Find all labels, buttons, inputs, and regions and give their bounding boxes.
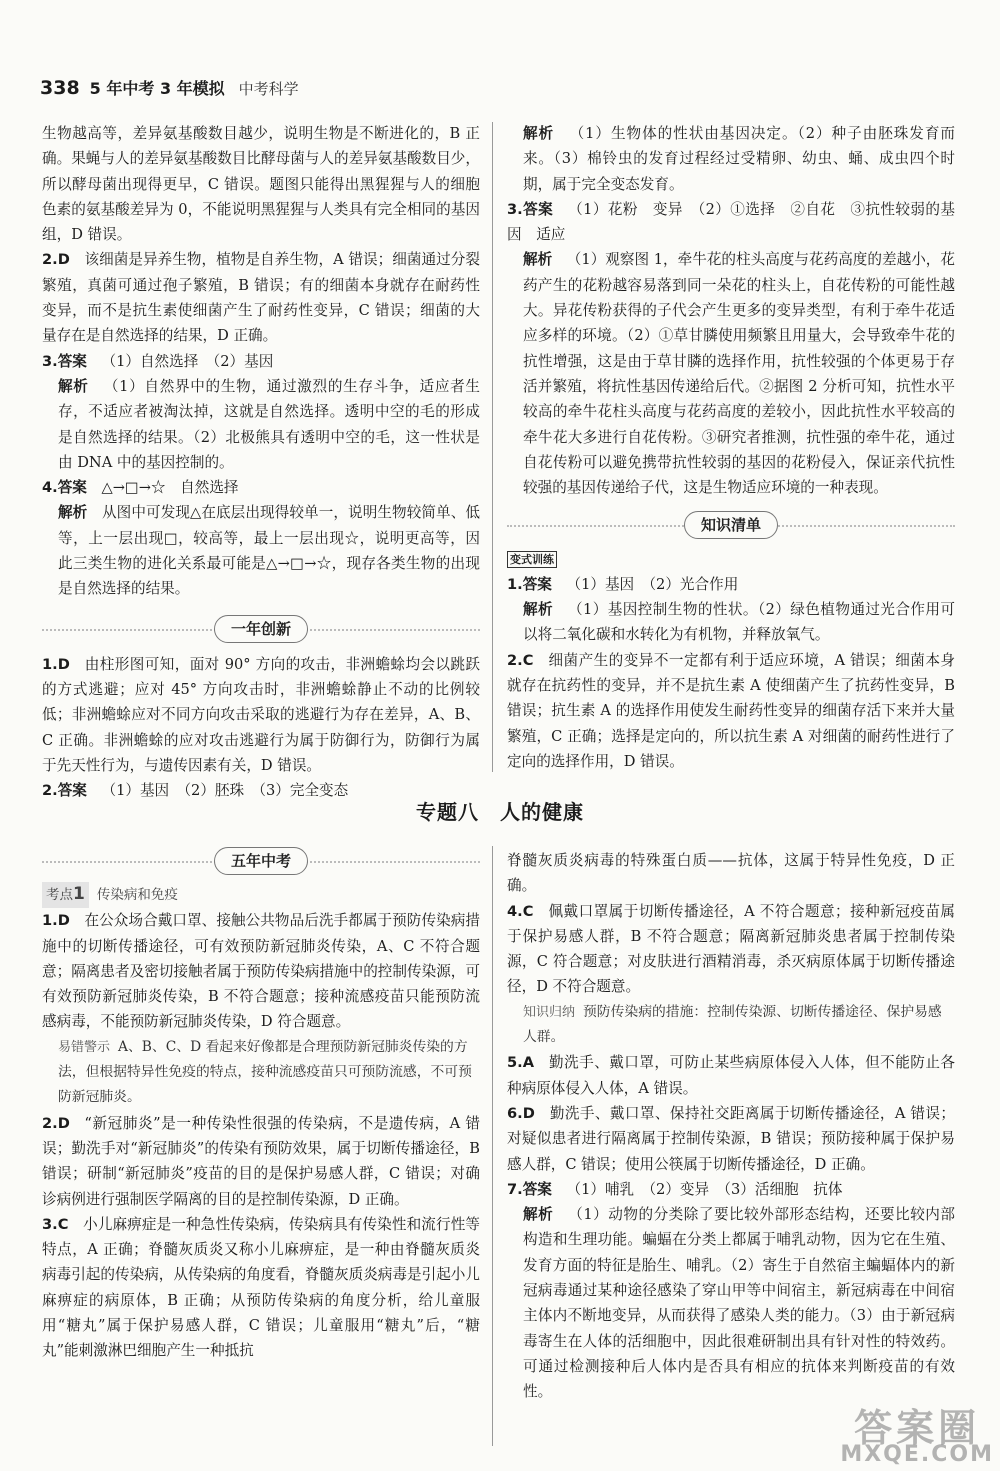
subject-label: 中考科学 [238, 80, 299, 98]
question-number: 3.答案 [42, 352, 87, 370]
watermark-line2: MXQE.COM [840, 1441, 994, 1467]
answer-text: 细菌产生的变异不一定都有利于适应环境，A 错误；细菌本身就存在抗药性的变异，并不是抗生素 A 使细菌产生了抗药性变异，B 错误；抗生素 A 的选择作用使发生耐药性变异的细菌存活下来并大量繁殖，C 正确；选择是定向的，所以抗生素 A 对细菌的耐药性进行了定向的选择作用，D 错误。 [507, 651, 955, 770]
answer-item [507, 1050, 955, 1101]
question-number: 2.C [507, 651, 534, 669]
answer-text: （1）基因 （2）光合作用 [566, 575, 739, 593]
answer-text: （1）基因 （2）胚珠 （3）完全变态 [101, 782, 349, 800]
answer-text: A、B、C、D 看起来好像都是合理预防新冠肺炎传染的方法，但根据特异性免疫的特点，接种流感疫苗只可预防流感，不可预防新冠肺炎。 [58, 1038, 472, 1106]
bottom-left-answers [42, 908, 480, 1363]
bottom-right-column [507, 848, 955, 1448]
kaodian-box [42, 882, 89, 908]
answer-text: 该细菌是异养生物，植物是自养生物，A 错误；细菌通过分裂繁殖，真菌可通过孢子繁殖，B 错误；有的细菌本身就存在耐药性变异，而不是抗生素使细菌产生了耐药性变异，C 错误；细菌的大量存在是自然选择的结果，D 正确。 [42, 251, 480, 345]
kaodian-prefix: 考点 [46, 887, 73, 903]
answer-item [42, 475, 480, 500]
answer-explanation [507, 121, 955, 197]
answer-text: 勤洗手、戴口罩，可防止某些病原体侵入人体，但不能防止各种病原体侵入人体，A 错误。 [507, 1054, 955, 1097]
answer-text: 生物越高等，差异氨基酸数目越少，说明生物是不断进化的，B 正确。果蝇与人的差异氨基酸数目比酵母菌与人的差异氨基酸数目少，所以酵母菌出现得更早，C 错误。题图只能得出黑猩猩与人的细胞色素的氨基酸差异为 0，不能说明黑猩猩与人类具有完全相同的基因组，D 错误。 [42, 125, 480, 244]
question-number: 6.D [507, 1104, 535, 1122]
answer-text: 脊髓灰质炎病毒的特殊蛋白质——抗体，这属于特异性免疫，D 正确。 [507, 852, 955, 895]
answer-continuation [507, 848, 955, 899]
answer-text: 从图中可发现△在底层出现得较单一，说明生物较简单、低等，上一层出现□，较高等，最上一层出现☆，说明更高等，因此三类生物的进化关系最可能是△→□→☆，现存各类生物的出现是自然选择的结果。 [58, 504, 480, 598]
question-number: 4.答案 [42, 479, 87, 497]
watermark-logo [840, 1406, 994, 1467]
question-number: 2.D [42, 251, 70, 269]
answer-text: △→□→☆ 自然选择 [101, 479, 239, 497]
answer-text: （1）自然界中的生物，通过激烈的生存斗争，适应者生存，不适应者被淘汰掉，这就是自然选择。透明中空的毛的形成是自然选择的结果。（2）北极熊具有透明中空的毛，这一性状是由 DNA 中的基因控制的。 [58, 377, 480, 471]
question-number: 5.A [507, 1054, 534, 1072]
answer-item [42, 349, 480, 374]
section-title: 专题八 人的健康 [416, 800, 584, 824]
section-banner-wunian [42, 842, 480, 880]
question-number: 1.答案 [507, 575, 552, 593]
answer-item [42, 1212, 480, 1364]
answer-text: 在公众场合戴口罩、接触公共物品后洗手都属于预防传染病措施中的切断传播途径，可有效预防新冠肺炎传染，A、C 不符合题意；隔离患者及密切接触者属于预防传染病措施中的控制传染源，可有效预防新冠肺炎传染，B 不符合题意；接种流感疫苗只能预防流感病毒，不能预防新冠肺炎传染，D 符合题意。 [42, 912, 480, 1031]
answer-item [42, 1111, 480, 1212]
answer-explanation [42, 374, 480, 475]
bianshi-chip: 变式训练 [507, 551, 557, 568]
answer-continuation [42, 121, 480, 247]
answer-text: 勤洗手、戴口罩、保持社交距离属于切断传播途径，A 错误；对疑似患者进行隔离属于控制传染源，B 错误；预防接种属于保护易感人群，C 错误；使用公筷属于切断传播途径，D 正确。 [507, 1104, 955, 1173]
question-number: 4.C [507, 902, 534, 920]
answer-item [507, 648, 955, 774]
answer-item [507, 1177, 955, 1202]
answer-text: （1）基因控制生物的性状。（2）绿色植物通过光合作用可以将二氧化碳和水转化为有机物，并释放氧气。 [523, 601, 955, 644]
bottom-left-column [42, 842, 480, 1462]
answer-explanation [507, 597, 955, 648]
answer-explanation [42, 500, 480, 601]
question-number: 3.答案 [507, 200, 554, 218]
note-tag: 易错警示 [58, 1039, 111, 1055]
answer-item [507, 197, 955, 248]
kaodian-title: 传染病和免疫 [96, 887, 178, 903]
section-banner-yinian [42, 610, 480, 648]
column-divider-top [492, 122, 493, 772]
yinian-answers [42, 652, 480, 804]
answer-item [507, 572, 955, 597]
answer-text: 小儿麻痹症是一种急性传染病，传染病具有传染性和流行性等特点，A 正确；脊髓灰质炎又称小儿麻痹症，是一种由脊髓灰质炎病毒引起的传染病，从传染病的角度看，脊髓灰质炎病毒是引起小儿麻痹症的病原体，B 正确；从预防传染病的角度分析，给儿童服用“糖丸”属于保护易感人群，C 错误；儿童服用“糖丸”后，“糖丸”能刺激淋巴细胞产生一种抵抗 [42, 1215, 480, 1360]
answer-note [42, 1035, 480, 1111]
question-number: 3.C [42, 1215, 69, 1233]
top-right-answers [507, 121, 955, 500]
kaodian-heading [42, 882, 480, 908]
page-header [40, 76, 299, 106]
explanation-label: 解析 [523, 125, 555, 142]
explanation-label: 解析 [523, 1206, 554, 1224]
answer-item [42, 908, 480, 1034]
question-number: 2.D [42, 1114, 70, 1132]
answer-text: （1）花粉 变异 （2）①选择 ②自花 ③抗性较弱的基因 适应 [507, 200, 955, 244]
banner-yinian-label: 一年创新 [214, 615, 308, 643]
question-number: 1.D [42, 655, 70, 673]
answer-text: （1）动物的分类除了要比较外部形态结构，还要比较内部构造和生理功能。蝙蝠在分类上都属于哺乳动物，因为它在生殖、发育方面的特征是胎生、哺乳。（2）寄生于自然宿主蝙蝠体内的新冠病毒通过某种途径感染了穿山甲等中间宿主，新冠病毒在中间宿主体内不断地变异，从而获得了感染人类的能力。（3）由于新冠病毒寄生在人体的活细胞中，因此很难研制出具有针对性的特效药。可通过检测接种后人体内是否具有相应的抗体来判断疫苗的有效性。 [523, 1206, 955, 1401]
explanation-label: 解析 [58, 377, 89, 395]
book-title: 5 年中考 3 年模拟 [89, 79, 225, 98]
answer-text: （1）观察图 1，牵牛花的柱头高度与花药高度的差越小，花药产生的花粉越容易落到同一朵花的柱头上，自花传粉的可能性越大。异花传粉获得的子代会产生更多的变异类型，有利于牵牛花适应多样的环境。（2）①草甘膦使用频繁且用量大，会导致牵牛花的抗性增强，这是由于草甘膦的选择作用，抗性较强的个体更易于存活并繁殖，将抗性基因传递给后代。②据图 2 分析可知，抗性水平较高的牵牛花柱头高度与花药高度的差较小，因此抗性水平较高的牵牛花大多进行自花传粉。③研究者推测，抗性强的牵牛花，通过自花传粉可以避免携带抗性较弱的基因的花粉侵入，保证亲代抗性较强的基因传递给子代，这是生物适应环境的一种表现。 [523, 251, 955, 497]
banner-zhishi-label: 知识清单 [684, 511, 778, 539]
section-banner-zhishi [507, 506, 955, 544]
explanation-label: 解析 [523, 601, 554, 619]
answer-text: “新冠肺炎”是一种传染性很强的传染病，不是遗传病，A 错误；勤洗手对“新冠肺炎”的传染有预防效果，属于切断传播途径，B 错误；研制“新冠肺炎”疫苗的目的是保护易感人群，C 错误；对确诊病例进行强制医学隔离的目的是控制传染源，D 正确。 [42, 1114, 480, 1208]
bianshi-row [507, 546, 955, 571]
answer-item [42, 247, 480, 348]
explanation-label: 解析 [58, 504, 88, 522]
answer-text: （1）自然选择 （2）基因 [101, 352, 274, 370]
question-number: 1.D [42, 912, 70, 930]
answer-note [507, 1000, 955, 1051]
bottom-right-answers [507, 848, 955, 1405]
kaodian-number: 1 [73, 884, 85, 904]
answer-item [507, 899, 955, 1000]
answer-text: 佩戴口罩属于切断传播途径，A 不符合题意；接种新冠疫苗属于保护易感人群，B 不符合题意；隔离新冠肺炎患者属于控制传染源，C 符合题意；对皮肤进行酒精消毒，杀灭病原体属于切断传播途径，D 不符合题意。 [507, 902, 955, 996]
zhishi-answers [507, 572, 955, 774]
answer-explanation [507, 247, 955, 500]
answer-text: （1）生物体的性状由基因决定。（2）种子由胚珠发育而来。（3）棉铃虫的发育过程经过受精卵、幼虫、蛹、成虫四个时期，属于完全变态发育。 [523, 125, 955, 193]
answer-item [42, 652, 480, 778]
column-divider-bottom [492, 846, 493, 1446]
answer-text: 预防传染病的措施：控制传染源、切断传播途径、保护易感人群。 [523, 1003, 942, 1046]
page-number: 338 [40, 77, 80, 99]
answer-text: （1）哺乳 （2）变异 （3）活细胞 抗体 [566, 1180, 843, 1198]
explanation-label: 解析 [523, 251, 553, 269]
answer-item [507, 1101, 955, 1177]
answer-text: 由柱形图可知，面对 90° 方向的攻击，非洲蟾蜍均会以跳跃的方式逃避；应对 45° 方向攻击时，非洲蟾蜍静止不动的比例较低；非洲蟾蜍应对不同方向攻击采取的逃避行为存在差异，A、B、C 正确。非洲蟾蜍的应对攻击逃避行为属于防御行为，防御行为属于先天性行为，与遗传因素有关，D 错误。 [42, 655, 480, 774]
question-number: 7.答案 [507, 1180, 552, 1198]
banner-wunian-label: 五年中考 [214, 847, 308, 875]
top-right-column [507, 121, 955, 781]
watermark-line1: 答案圈 [854, 1406, 981, 1451]
question-number: 2.答案 [42, 782, 87, 800]
top-left-answers [42, 121, 480, 602]
answer-explanation [507, 1202, 955, 1404]
top-left-column [42, 121, 480, 800]
note-tag: 知识归纳 [523, 1004, 576, 1020]
